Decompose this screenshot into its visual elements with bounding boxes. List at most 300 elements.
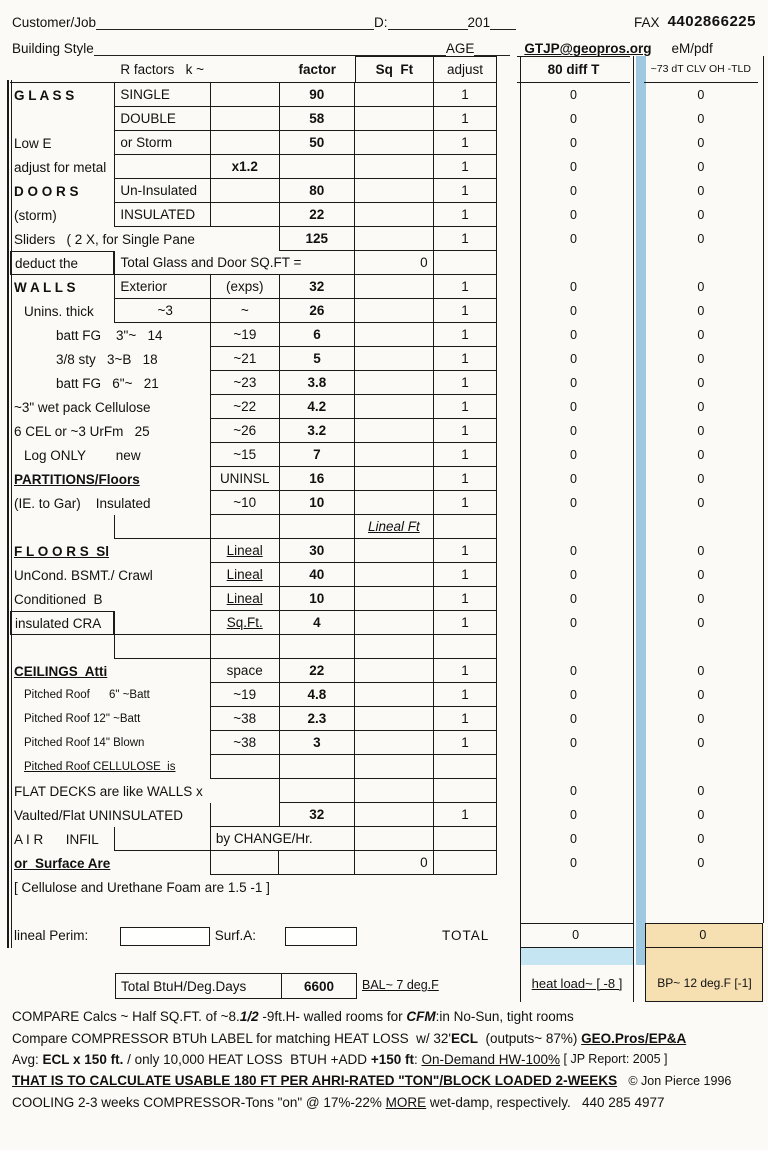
row-rvalue: UNINSL [211,467,280,491]
table-row [10,107,758,131]
row-value-80diff [517,875,629,899]
table-row [10,83,758,107]
row-rvalue [211,635,280,659]
row-factor: 90 [280,83,356,107]
row-adjust: 1 [434,179,498,203]
row-value-73dt: 0 [697,352,705,366]
row-value-73dt: 0 [697,472,705,486]
row-value-80diff [517,755,629,779]
row-factor: 16 [280,467,356,491]
row-rvalue: ~38 [211,707,280,731]
footer-segment: GEO.Pros/EP&A [581,1030,687,1046]
building-style-line [0,33,768,56]
header-80-diff-t: 80 diff T [517,56,629,83]
row-value-80diff: 0 [569,424,577,438]
row-value-73dt: 0 [697,328,705,342]
row-factor: 2.3 [280,707,356,731]
footer-segment: ECL x 150 ft. [42,1051,124,1067]
row-sqft [355,467,434,491]
row-value-73dt: 0 [697,448,705,462]
row-sqft [355,611,434,635]
row-adjust: 1 [434,803,498,827]
row-sublabel: DOUBLE [114,107,210,131]
building-blank-line [94,39,446,56]
row-rvalue: ~26 [211,419,280,443]
row-factor: 4.2 [280,395,356,419]
row-value-73dt: 0 [697,304,705,318]
footer-notes [12,1006,764,1113]
row-adjust: 1 [434,371,498,395]
row-rvalue: ~19 [211,323,280,347]
lineal-perim-label: lineal Perim: [14,927,89,943]
row-sqft [355,227,434,251]
row-sqft [355,683,434,707]
row-sqft [355,131,434,155]
row-adjust: 1 [434,707,498,731]
row-label: UnCond. BSMT./ Crawl [10,563,211,587]
footer-segment [617,1073,628,1088]
customer-blank-line [96,13,374,30]
row-rvalue: ~10 [211,491,280,515]
row-rvalue: ~23 [211,371,280,395]
row-factor: 3 [280,731,356,755]
row-factor: 40 [280,563,356,587]
header-sqft: Sq Ft [355,56,434,83]
btuh-degday-box [115,973,357,999]
row-rvalue: by CHANGE/Hr. [211,827,355,851]
footer-segment: / only 10,000 HEAT LOSS BTUH +ADD [123,1051,371,1067]
footer-line [12,1092,764,1113]
row-label: Pitched Roof 14" Blown [10,731,211,755]
row-value-80diff: 0 [570,208,577,222]
row-label: F L O O R S Sl [10,539,211,563]
row-sqft [355,563,434,587]
row-rvalue [211,107,280,131]
row-value-73dt [644,875,758,899]
row-rvalue: ~15 [211,443,280,467]
total-highlight-blue [521,948,633,965]
table-row [10,587,758,611]
row-value-73dt: 0 [697,376,705,390]
total-label: TOTAL [441,927,490,943]
row-factor: 6 [280,323,356,347]
row-sqft [355,155,434,179]
row-label: D O O R S [14,183,79,199]
row-value-80diff: 0 [569,592,577,606]
footer-segment: (outputs~ 87%) [477,1030,582,1046]
row-value-73dt: 0 [697,736,705,750]
row-label: FLAT DECKS are like WALLS x [10,779,280,803]
row-adjust: 1 [434,731,498,755]
row-factor: 7 [280,443,356,467]
table-row [10,755,758,779]
row-sublabel: Un-Insulated [114,179,210,203]
row-sqft [355,203,434,227]
header-factor: factor [280,56,356,83]
header-spacer [10,56,114,83]
row-adjust: 1 [434,107,498,131]
row-value-80diff: 0 [569,784,577,798]
row-sqft [355,275,434,299]
row-sqft [355,587,434,611]
row-value-80diff: 0 [569,496,577,510]
footer-segment: © Jon Pierce 1996 [628,1073,732,1088]
row-value-73dt: 0 [697,688,705,702]
age-blank-line [474,39,510,56]
row-value-73dt [644,251,758,275]
row-value-73dt: 0 [697,88,705,102]
table-row [10,395,758,419]
row-sqft [355,347,434,371]
customer-job-line [0,6,768,30]
row-value-80diff: 0 [570,376,578,390]
table-row [10,659,758,683]
row-value-73dt: 0 [697,616,705,630]
year-prefix: 201 [467,15,491,30]
row-label: (IE. to Gar) Insulated [10,491,211,515]
row-factor [280,755,356,779]
footer-segment: -9ft.H- walled rooms for [258,1009,407,1025]
row-sublabel [114,827,210,851]
table-row [10,323,758,347]
row-value-73dt: 0 [697,544,705,558]
spacer-cell [355,923,434,947]
row-adjust: 1 [434,83,498,107]
row-adjust: 1 [434,467,498,491]
row-adjust: 1 [434,419,498,443]
row-sublabel: or Storm [114,131,210,155]
row-label [10,515,114,539]
table-row [10,227,758,251]
row-adjust: 1 [434,539,498,563]
row-label: CEILINGS Atti [10,659,211,683]
fax-label: FAX [634,15,660,30]
row-label: 3/8 sty 3~B 18 [10,347,211,371]
row-sqft [355,707,434,731]
diff-col-right-border [633,56,634,965]
row-factor: 4.8 [280,683,356,707]
footer-segment: Avg: [12,1051,43,1067]
row-factor: 10 [280,587,356,611]
right-outer-border [763,56,764,923]
left-inner-border [11,80,12,948]
left-outer-border [7,80,9,948]
row-sqft [355,779,434,803]
row-sqft: 0 [355,851,434,875]
table-row [10,851,758,875]
footer-line [12,1027,764,1048]
row-factor: 4 [280,611,356,635]
table-row [10,443,758,467]
lineal-perim-input[interactable] [120,927,210,946]
row-factor: 22 [280,659,356,683]
row-factor [280,155,356,179]
row-value-73dt: 0 [697,136,705,150]
row-sublabel: SINGLE [114,83,210,107]
table-row [10,827,758,851]
row-label: Conditioned B [10,587,211,611]
row-adjust [434,515,498,539]
row-factor: 10 [280,491,356,515]
row-value-73dt: 0 [697,784,705,798]
row-rvalue [211,179,280,203]
table-row [10,131,758,155]
row-rvalue: (exps) [211,275,280,299]
row-sqft [355,875,434,899]
row-label: W A L L S [14,279,76,295]
row-value-80diff: 0 [570,712,577,726]
row-rvalue [211,899,280,923]
footer-segment: wet-damp, respectively. [426,1094,582,1110]
row-value-80diff: 0 [570,304,577,318]
footer-segment: [ JP Report: 2005 ] [560,1052,668,1067]
footer-segment: 1/2 [239,1009,259,1025]
row-factor: 50 [280,131,356,155]
row-value-80diff: 0 [570,832,577,846]
row-value-73dt: 0 [697,160,705,174]
date-label: D: [374,15,388,30]
footer-segment: : [413,1051,422,1067]
row-sublabel [114,611,210,635]
row-value-73dt: 0 [697,232,705,246]
footer-segment: On-Demand HW-100% [421,1051,561,1067]
row-sublabel: Total Glass and Door SQ.FT = [114,251,355,275]
row-value-80diff: 0 [569,232,577,246]
row-sqft [355,419,434,443]
row-label: Vaulted/Flat UNINSULATED [10,803,211,827]
row-factor: 22 [280,203,356,227]
row-rvalue [211,83,280,107]
header-adjust: adjust [434,56,498,83]
row-factor [279,851,355,875]
row-value-80diff: 0 [569,400,577,414]
row-factor: 3.2 [280,419,356,443]
grand-total-73dt: 0 [699,928,707,942]
table-row [10,899,758,923]
row-label [10,635,114,659]
row-adjust: 1 [434,491,498,515]
row-rvalue: Lineal [211,587,280,611]
row-label: batt FG 6"~ 21 [10,371,211,395]
footer-segment: THAT IS TO CALCULATE USABLE 180 FT PER AHRI-RATED "TON"/BLOCK LOADED 2-WEEKS [12,1073,618,1089]
tan-inner-line [645,947,763,948]
row-label: Sliders ( 2 X, for Single Pane [10,227,280,251]
row-rvalue: ~38 [211,731,280,755]
row-value-73dt [644,515,758,539]
row-sqft [355,731,434,755]
row-label: G L A S S [14,87,75,103]
row-sublabel: ~3 [114,299,210,323]
row-rvalue: ~21 [211,347,280,371]
row-rvalue [211,203,280,227]
row-factor [280,779,356,803]
footer-line [12,1049,764,1070]
table-row [10,491,758,515]
row-value-80diff [517,251,629,275]
row-sublabel [114,515,210,539]
balance-point-label: BAL~ 7 deg.F [362,978,439,992]
row-factor [280,635,356,659]
surface-area-input[interactable] [285,927,357,946]
row-value-80diff: 0 [570,184,577,198]
footer-line [12,1070,764,1091]
table-row [10,635,758,659]
row-adjust [434,635,498,659]
row-value-80diff: 0 [570,448,577,462]
row-sqft [355,755,434,779]
row-value-80diff: 0 [570,328,578,342]
table-row [10,779,758,803]
row-value-80diff [517,515,629,539]
row-factor: 125 [280,227,356,251]
footer-segment: COOLING 2-3 weeks COMPRESSOR-Tons "on" @ 17%-22% [12,1094,386,1110]
heat-load-label: heat load~ [ -8 ] [531,976,623,991]
total-row-bottom-line [520,947,634,948]
row-value-80diff: 0 [570,616,577,630]
row-value-73dt [644,755,758,779]
row-label [10,107,114,131]
row-value-73dt: 0 [697,712,705,726]
table-row [10,803,758,827]
row-sqft: 0 [355,251,434,275]
table-row [10,875,758,899]
row-label: or Surface Are [10,851,211,875]
table-row [10,683,758,707]
row-label: PARTITIONS/Floors [10,467,211,491]
table-row [10,203,758,227]
row-value-73dt: 0 [697,808,705,822]
total-row-top-line [520,923,634,924]
row-sqft [355,395,434,419]
diff-col-left-border [520,56,521,965]
table-row [10,515,758,539]
footer-segment: CFM [406,1009,436,1025]
row-value-73dt: 0 [697,112,705,126]
row-factor: 80 [280,179,356,203]
footer-segment: 440 285 4977 [581,1094,665,1110]
age-label: AGE [445,41,475,56]
row-sqft: Lineal Ft [355,515,434,539]
row-adjust: 1 [434,347,498,371]
row-label: 6 CEL or ~3 UrFm 25 [10,419,211,443]
row-value-80diff: 0 [570,160,577,174]
table-row [10,707,758,731]
row-adjust [434,827,498,851]
row-value-80diff: 0 [569,664,577,678]
surf-a-label: Surf.A: [214,927,256,943]
row-adjust [434,251,498,275]
row-label: (storm) [14,207,57,223]
row-value-80diff: 0 [570,88,577,102]
row-value-80diff: 0 [569,808,577,822]
table-row [10,731,758,755]
row-adjust: 1 [434,299,498,323]
row-sqft [355,323,434,347]
header-r-factors: R factors k ~ [114,56,279,83]
row-value-80diff: 0 [570,136,577,150]
row-value-80diff: 0 [569,568,577,582]
row-adjust: 1 [434,155,498,179]
row-sqft [355,803,434,827]
row-value-73dt: 0 [697,592,705,606]
row-adjust: 1 [434,227,498,251]
row-label: Pitched Roof CELLULOSE is [10,755,211,779]
em-pdf-label: eM/pdf [671,41,713,56]
row-adjust [434,899,498,923]
row-sqft [355,179,434,203]
row-rvalue [211,515,280,539]
row-sqft [355,443,434,467]
footer-segment: :in No-Sun, tight rooms [435,1009,574,1025]
footer-segment: +150 ft [370,1051,414,1067]
row-sublabel [114,635,210,659]
row-sublabel: INSULATED [114,203,210,227]
row-label: deduct the [10,251,114,275]
row-sqft [355,83,434,107]
date-blank-line [388,13,468,30]
row-factor: 30 [280,539,356,563]
row-value-80diff: 0 [570,112,577,126]
btuh-degday-value: 6600 [303,978,335,994]
row-rvalue: ~19 [211,683,280,707]
table-row [10,251,758,275]
row-value-80diff: 0 [569,856,577,870]
footer-line [12,1006,764,1027]
row-rvalue: space [211,659,280,683]
row-value-73dt: 0 [697,496,705,510]
row-label: Low E [14,135,52,151]
btuh-degday-label: Total BtuH/Deg.Days [116,974,282,998]
row-value-80diff: 0 [570,688,577,702]
header-73-dt: ~73 dT CLV OH -TLD [644,56,758,83]
table-header-row [10,56,758,83]
lineal-perim-cell [114,923,210,947]
heat-load-cell [520,965,634,1002]
row-value-80diff: 0 [569,544,577,558]
table-row [10,419,758,443]
row-sqft [355,539,434,563]
row-value-80diff: 0 [570,736,577,750]
row-label: Log ONLY new [10,443,211,467]
row-label: [ Cellulose and Urethane Foam are 1.5 -1 ] [14,879,270,895]
row-value-73dt: 0 [697,832,705,846]
row-factor: 32 [280,275,356,299]
row-adjust [434,755,498,779]
perimeter-total-row [10,923,758,947]
row-value-73dt: 0 [697,280,705,294]
table-row [10,155,758,179]
footer-segment: ECL [450,1030,478,1046]
row-value-80diff [517,635,629,659]
row-value-80diff: 0 [570,352,578,366]
row-factor: 5 [280,347,356,371]
bp-label: BP~ 12 deg.F [-1] [657,976,752,990]
row-factor [280,515,356,539]
row-rvalue: x1.2 [211,155,280,179]
row-rvalue: ~ [211,299,280,323]
row-sublabel [114,155,210,179]
row-sqft [355,827,434,851]
row-value-73dt [644,899,758,923]
row-value-73dt: 0 [697,424,705,438]
row-sublabel: Exterior [114,275,210,299]
row-adjust: 1 [434,395,498,419]
row-adjust: 1 [434,443,498,467]
table-row [10,179,758,203]
row-value-73dt: 0 [697,568,705,582]
footer-segment: Compare COMPRESSOR BTUh LABEL for matching HEAT LOSS w/ 32' [12,1030,451,1046]
row-adjust [434,851,498,875]
